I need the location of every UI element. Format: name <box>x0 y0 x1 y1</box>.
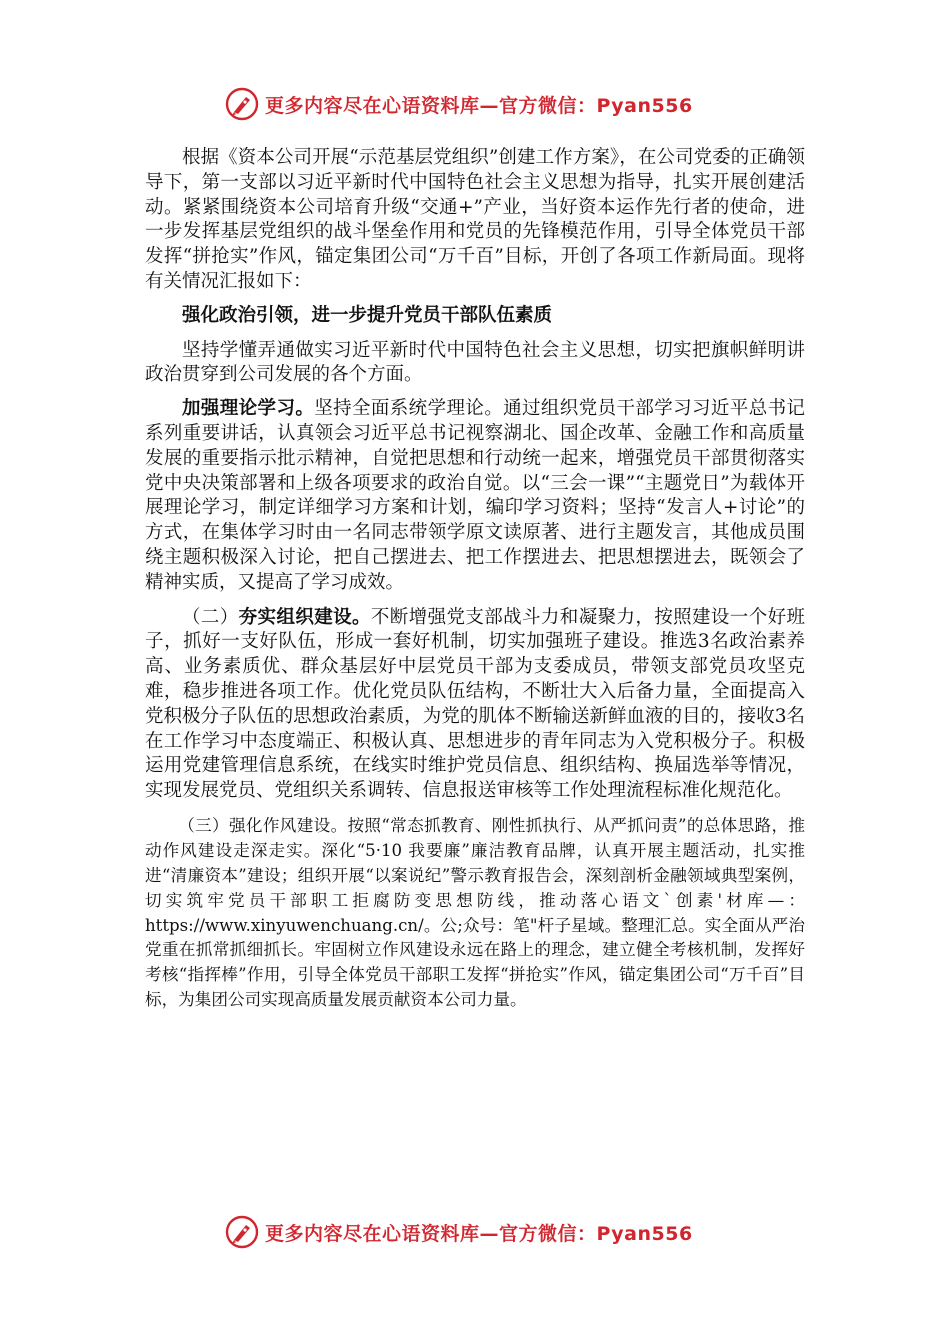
organization-paragraph <box>145 606 805 804</box>
document-body <box>145 146 805 1013</box>
section-heading: 强化政治引领，进一步提升党员干部队伍素质 <box>182 304 553 326</box>
intro-paragraph: 根据《资本公司开展“示范基层党组织”创建工作方案》，在公司党委的正确领导下，第一支部以习近平新时代中国特色社会主义思想为指导，扎实开展创建活动。紧紧围绕资本公司培育升级“交通+”产业，当好资本运作先行者的使命，进一步发挥基层党组织的战斗堡垒作用和党员的先锋模范作用，引导全体党员干部发挥“拼抢实”作风，锚定集团公司“万千百”目标，开创了各项工作新局面。现将有关情况汇报如下： <box>145 147 805 292</box>
theory-study-lead: 加强理论学习。 <box>182 398 315 420</box>
banner-text: 更多内容尽在心语资料库—官方微信：Pyan556 <box>265 1222 693 1245</box>
banner-text: 更多内容尽在心语资料库—官方微信：Pyan556 <box>265 94 693 117</box>
footer-banner <box>225 1212 745 1252</box>
organization-lead: 夯实组织建设。 <box>238 606 371 628</box>
section-summary-paragraph: 坚持学懂弄通做实习近平新时代中国特色社会主义思想，切实把旗帜鲜明讲政治贯穿到公司发展的各个方面。 <box>145 339 805 386</box>
theory-study-paragraph <box>145 397 805 595</box>
organization-text: 不断增强党支部战斗力和凝聚力，按照建设一个好班子，抓好一支好队伍，形成一套好机制，切实加强班子建设。推选3名政治素养高、业务素质优、群众基层好中层党员干部为支委成员，带领支部党员攻坚克难，稳步推进各项工作。优化党员队伍结构，不断壮大入后备力量，全面提高入党积极分子队伍的思想政治素质，为党的肌体不断输送新鲜血液的目的，接收3名在工作学习中态度端正、积极认真、思想进步的青年同志为入党积极分子。积极运用党建管理信息系统，在线实时维护党员信息、组织结构、换届选举等情况，实现发展党员、党组织关系调转、信息报送审核等工作处理流程标准化规范化。 <box>145 606 805 802</box>
theory-study-text: 坚持全面系统学理论。通过组织党员干部学习习近平总书记系列重要讲话，认真领会习近平总书记视察湖北、国企改革、金融工作和高质量发展的重要指示批示精神，自觉把思想和行动统一起来，增强党员干部贯彻落实党中央决策部署和上级各项要求的政治自觉。以“三会一课”“主题党日”为载体开展理论学习，制定详细学习方案和计划，编印学习资料；坚持“发言人+讨论”的方式，在集体学习时由一名同志带领学原文读原著、进行主题发言，其他成员围绕主题积极深入讨论，把自己摆进去、把工作摆进去、把思想摆进去，既领会了精神实质，又提高了学习成效。 <box>145 398 805 593</box>
fountain-pen-logo-icon <box>225 1215 259 1249</box>
fountain-pen-logo-icon <box>225 87 259 121</box>
header-banner <box>225 84 745 124</box>
work-style-paragraph: （三）强化作风建设。按照“常态抓教育、刚性抓执行、从严抓问责”的总体思路，推动作风建设走深走实。深化“5·10 我要廉”廉洁教育品牌，认真开展主题活动，扎实推进“清廉资本”建设；组织开展“以案说纪”警示教育报告会，深刻剖析金融领域典型案例，切实筑牢党员干部职工拒腐防变思想防线，推动落心语文`创素'材库—：https://www.xinyuwenchuang.cn/。公;众号：笔"杆子星域。整理汇总。实全面从严治党重在抓常抓细抓长。牢固树立作风建设永远在路上的理念，建立健全考核机制，发挥好考核“指挥棒”作用，引导全体党员干部职工发挥“拼抢实”作风，锚定集团公司“万千百”目标，为集团公司实现高质量发展贡献资本公司力量。 <box>145 815 805 1010</box>
organization-prefix: （二） <box>182 606 239 628</box>
